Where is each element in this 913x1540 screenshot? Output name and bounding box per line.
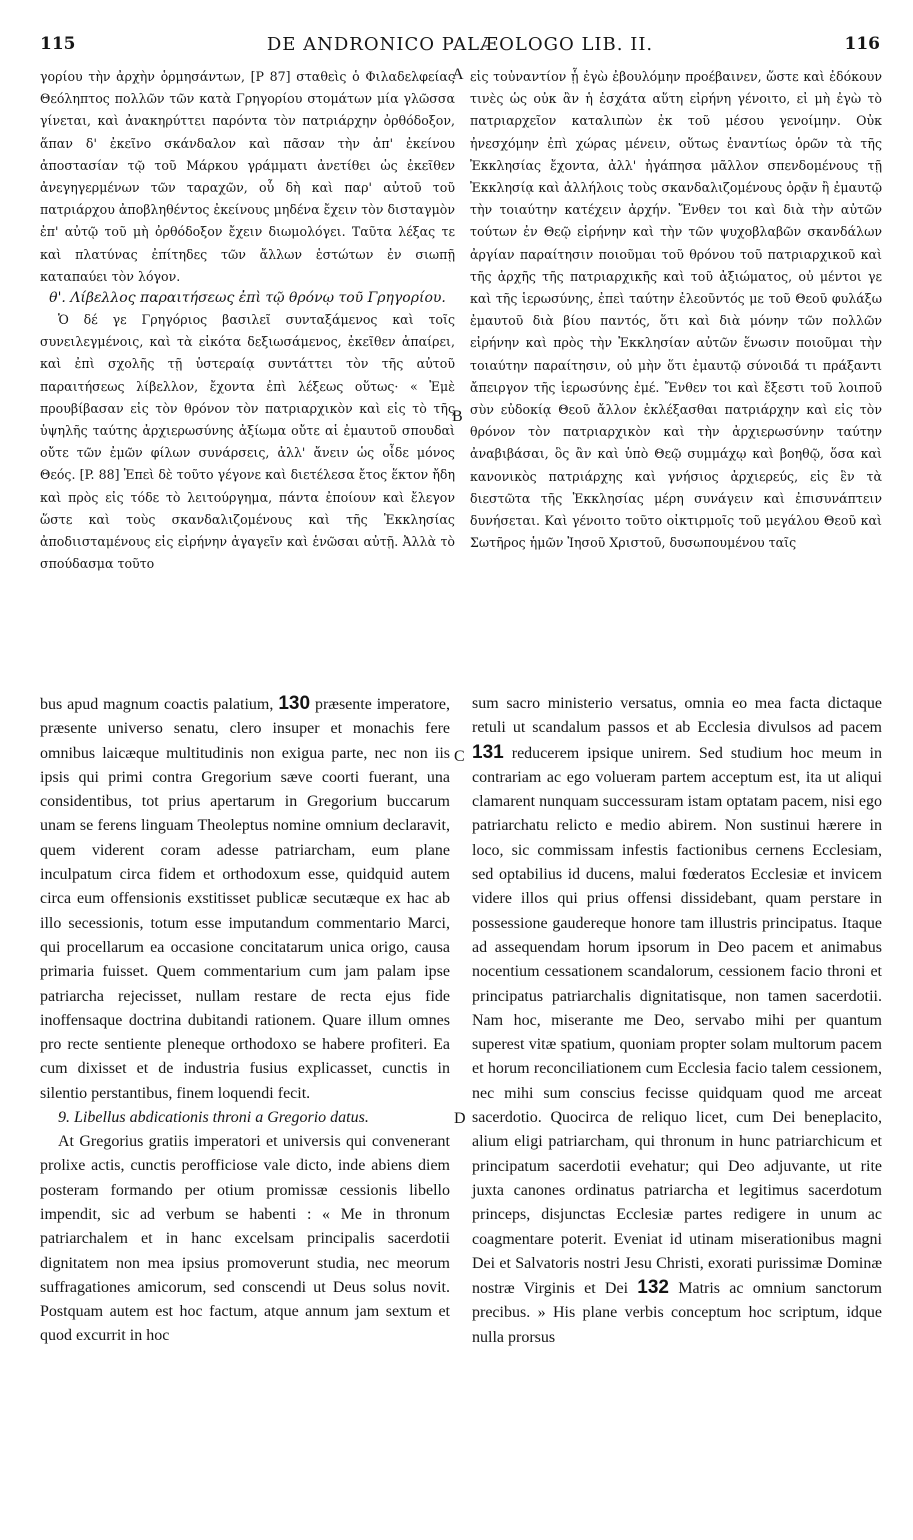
greek-section-heading: θ'. Λίβελλος παραιτήσεως ἐπὶ τῷ θρόνῳ τοῦ Γρηγορίου.	[49, 290, 446, 307]
latin-text: præsente imperatore, præsente universo senatu, clero insuper et monachis fere omnibus laicæque multitudinis non exigua parte, nec non iis ipsis qui primi contra Gregorium sæve coorti fuerant, una considentibus, tot prius apertarum in Gregorium buccarum unam se ferens linguam Theoleptus nomine omnium declaravit, quem viderent coram adesse patriarcham, eum plane inculpatum circa fidem et orthodoxum esse, quidquid autem circa eum offensionis exstitisset publicæ secutæque ex hac ab illo secessionis, totum esse imputandum commentario Marci, qui procellarum ea occasione concitatarum unica origo, causa primaria fuisset. Quem commentarium cum jam palam ipse patriarcha rejecisset, nullam restare de recta ejus fide inoffensaque doctrina dubitandi rationem. Quare illum omnes pro recte sentiente pleneque orthodoxo se habere profiteri. Ea cum dixisset et de industria fusius explicasset, cunctis in silentio perstantibus, finem loquendi fecit.	[40, 696, 451, 1102]
greek-column-left	[40, 66, 455, 575]
right-page-number: 116	[844, 34, 880, 54]
latin-paragraph: At Gregorius gratiis imperatori et universis qui convenerant prolixe actis, cunctis perofficiose vale dicto, inde abiens diem posteram formando per otium promissæ cessionis libello impendit, sic ad verbum se habenti : « Me in thronum patriarchalem et in hanc excelsam principalis sacerdotii dignitatem non mea ipsius promoverunt studia, nec meorum suffragationes amicorum, sed conscendi ut Deus solus novit. Postquam autem est hoc factum, atque annum jam sextum et quod excurrit in hoc	[40, 1133, 450, 1345]
margin-marker-a: A	[452, 66, 464, 83]
margin-marker-d: D	[454, 1110, 466, 1127]
latin-text: sum sacro ministerio versatus, omnia eo mea facta dictaque retuli ut scandalum passos et ab Ecclesia divulsos ad pacem	[472, 695, 882, 737]
page-ref: [P. 88]	[79, 467, 120, 483]
greek-paragraph: εἰς τοὐναντίον ᾗ ἐγὼ ἐβουλόμην προέβαινεν, ὥστε καὶ ἐδόκουν τινὲς ὡς οὐκ ἂν ἡ ἐσχάτα αὕτη εἰρήνη γένοιτο, εἰ μὴ ἐγὼ τὸ πατριαρχεῖον καταλιπὼν ἐκ τοῦ μέσου γενοίμην. Οὐκ ἠνεσχόμην ἐπὶ χώρας μένειν, οὕτως ἐναντίως ὁρῶν τὰ τῆς Ἐκκλησίας ἔχοντα, ἀλλ' ἠγάπησα μᾶλλον σπενδομένους τῇ Ἐκκλησίᾳ καὶ ἀλλήλοις τοὺς σκανδαλιζομένους ὁρᾷν ἢ ἐμαυτῷ τὴν τοιαύτην κατέχειν ἀρχήν. Ἔνθεν τοι καὶ διὰ τὴν αὐτῶν τούτων ἐν Θεῷ εἰρήνην καὶ τὴν τῶν ψυχοβλαβῶν σκανδάλων ἀργίαν παραίτησιν ποιοῦμαι τοῦ θρόνου τοῦ πατριαρχικοῦ καὶ τῆς ἀρχῆς τῆς πατριαρχικῆς καὶ τοῦ ἀξιώματος, οὐ μέντοι γε καὶ τῆς ἱερωσύνης, ἐπεὶ ταύτην ἐλεοῦντός με τοῦ Θεοῦ φυλάξω ἐμαυτοῦ διὰ βίου παντός, ὅτι καὶ διὰ μόνην τῶν πολλῶν εἰρήνην καὶ πρὸς τὴν Ἐκκλησίαν αὐτῶν ἕνωσιν ποιοῦμαι τὴν τοιαύτην παραίτησιν, οὐ μὴν ὅτι ἐμαυτῷ σύνοιδά τι πράξαντι ἄπειργον τῆς ἱερωσύνης ἐμέ. Ἔνθεν τοι καὶ ἔξεστι τοῦ λοιποῦ σὺν εὐδοκίᾳ Θεοῦ ἄλλον ἐκλέξασθαι πατριάρχην καὶ εἰς τὸν θρόνον τὸν πατριαρχικὸν καὶ τὴν ἀρχιερωσύνην ταύτην ἀναβιβάσαι, ὃς ἂν καὶ ὑπὸ Θεῷ συμμάχῳ καὶ βοηθῷ, ὅσα καὶ κανονικὸς πατριάρχης καὶ γνήσιος ἀρχιερεύς, εἰς ἓν τὰ διεστῶτα τῆς Ἐκκλησίας μέρη συνάγειν καὶ ἐπισυνάπτειν δυνήσεται. Καὶ γένοιτο τοῦτο οἰκτιρμοῖς τοῦ μεγάλου Θεοῦ καὶ Σωτῆρος ἡμῶν Ἰησοῦ Χριστοῦ, δυσωπουμένου ταῖς	[470, 69, 882, 551]
page-number-132: 132	[637, 1277, 669, 1299]
left-page-number: 115	[40, 34, 76, 54]
margin-marker-c: C	[454, 748, 465, 765]
latin-section-heading: 9. Libellus abdicationis throni a Gregorio datus.	[58, 1109, 369, 1127]
margin-marker-b: B	[452, 408, 463, 425]
running-title: DE ANDRONICO PALÆOLOGO LIB. II.	[266, 34, 654, 55]
latin-column-right	[472, 692, 882, 1350]
page-number-131: 131	[472, 741, 504, 763]
latin-column-left	[40, 692, 450, 1349]
latin-text: bus apud magnum coactis palatium,	[40, 696, 274, 713]
greek-paragraph: γορίου τὴν ἀρχὴν ὁρμησάντων, [P 87] σταθεὶς ὁ Φιλαδελφείας Θεόληπτος πολλῶν τῶν κατὰ Γρηγορίου στομάτων μία γλῶσσα γίνεται, καὶ ἀνακηρύττει παρόντα τὸν πατριάρχην ὀρθόδοξον, ἅπαν δ' ἐκεῖνο σκάνδαλον καὶ πᾶσαν τὴν ἀπ' ἐκείνου ἀποστασίαν τῷ τοῦ Μάρκου γράμματι ἀνετίθει ὡς ἐκεῖθεν ἀνεγηγερμένων τῶν ταραχῶν, οὗ δὴ καὶ παρ' αὐτοῦ τοῦ πατριάρχου ἀποβληθέντος ἐκείνους μηδένα ἔχειν τὸν δισταγμὸν ἐπ' αὐτῷ τοῦ μὴ ὀρθόδοξον ἔχειν διωμολόγει. Ταῦτα λέξας τε καὶ πλατύνας ἐπίτηδες τῶν ἄλλων ἑστώτων ἐν σιωπῇ καταπαύει τὸν λόγον.	[40, 69, 455, 284]
greek-text: Ἐπεὶ δὲ τοῦτο γέγονε καὶ διετέλεσα ἔτος ἕκτον ἤδη καὶ πρὸς εἰς τόδε τὸ λειτούργημα, πάντα ἐποίουν καὶ ἔλεγον ὥστε καὶ τοὺς σκανδαλιζομένους καὶ τῆς Ἐκκλησίας ἀποδιισταμένους εἰς εἰρήνην ἀγαγεῖν καὶ ἑνῶσαι αὐτῇ. Ἀλλὰ τὸ σπούδασμα τοῦτο	[40, 467, 455, 572]
page-number-130: 130	[278, 693, 311, 714]
latin-paragraph	[40, 692, 450, 1106]
latin-text: Matris ac omnium sanctorum precibus. » His plane verbis conceptum hoc scriptum, idque nulla prorsus	[472, 1280, 882, 1346]
latin-paragraph	[472, 692, 882, 1350]
greek-text: Ὁ δέ γε Γρηγόριος βασιλεῖ συνταξάμενος καὶ τοῖς συνειλεγμένοις, καὶ τὰ εἰκότα δεξιωσάμενος, ἐκεῖθεν ἀπαίρει, καὶ ἐπὶ σχολῆς τῇ ὑστεραίᾳ συντάττει τὸν τῆς αὐτοῦ παραιτήσεως λίβελλον, ἔχοντα ἐπὶ λέξεως οὕτως· « Ἐμὲ προυβίβασαν εἰς τὸν θρόνον τὸν πατριαρχικὸν καὶ εἰς τὸ τῆς ὑψηλῆς ταύτης ἀρχιερωσύνης ἀξίωμα οὔτε αἱ ἐμαυτοῦ σπουδαὶ οὔτε τῶν ἐμῶν φίλων συνάρσεις, ἀλλ' ἄνειν ὡς οἶδε μόνος Θεός.	[40, 312, 455, 483]
latin-text: reducerem ipsique unirem. Sed studium hoc meum in contrariam ac ego volueram partem acceptum est, ita ut aliqui clamarent nunquam successuram istam optatam pacem, nisi ego patriarchatu relicto e medio abirem. Non sustinui hærere in loco, sic commissam infestis factionibus cernens Ecclesiam, sed optabilius id ducens, malui fœderatos Ecclesiæ et invicem videre illos qui prius offensi dissidebant, quam perstare in possessione gaudereque honore tam illustris principatus. Itaque ad assequendam horum ipsorum in Deo pacem et animabus nocentium cessationem scandalorum, cessionem facio throni et principatus patriarchalis dignitatisque, non tamen sacerdotii. Nam hoc, miserante me Deo, servabo mihi per quantum superest vitæ spatium, quoniam propter solam multorum pacem et horum reconciliationem cum Ecclesia facio talem cessionem, nec mihi sum conscius fecisse quidquam quod me arceat sacerdotio. Quocirca de reliquo licet, cum Dei beneplacito, alium eligi patriarcham, qui thronum in hunc patriarchicum et principatum sacerdotii evehatur; qui Deo adjuvante, ut rite juxta canones ordinatus patriarcha et legitimus sacerdotum princeps, disjunctas Ecclesiæ partes redigere in unum ac coagmentare poterit. Eveniat id utinam miserationibus magni Dei et Salvatoris nostri Jesu Christi, exorati purissimæ Dominæ nostræ Virginis et Dei	[472, 744, 883, 1298]
running-header	[40, 34, 880, 64]
greek-column-right	[470, 66, 882, 554]
greek-paragraph	[40, 309, 455, 575]
